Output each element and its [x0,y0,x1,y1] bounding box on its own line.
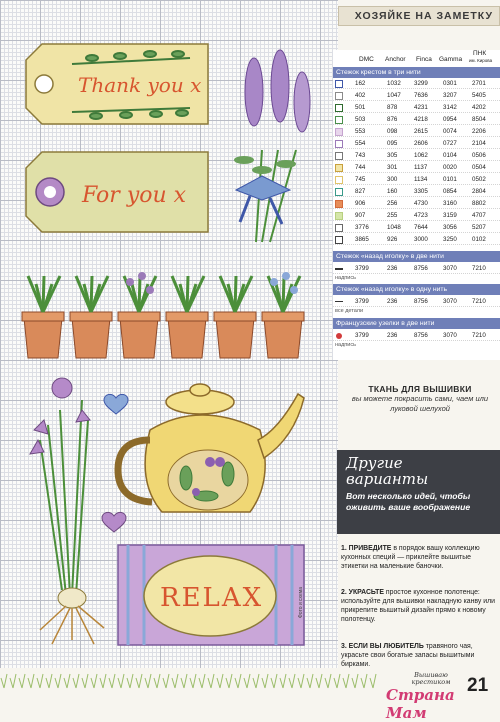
thread-row [333,151,500,161]
col-dmc: DMC [359,56,374,63]
grass-border [0,670,380,690]
cell: 1062 [414,152,428,159]
cell: 0020 [443,164,457,171]
cell: 2615 [414,128,428,135]
photo-credit-text: Фото и схема [298,586,304,618]
thread-row [333,235,500,245]
cell: 876 [387,116,398,123]
cell: 3056 [443,224,457,231]
cell: 256 [387,200,398,207]
cell: 0954 [443,116,457,123]
stitch-symbol [335,236,343,244]
cell: 7644 [414,224,428,231]
backstitch-2-row [333,264,500,274]
variants-box [337,450,500,534]
section-tag [338,6,500,26]
thread-row [333,127,500,137]
cell: 554 [355,140,366,147]
stitch-symbol [335,92,343,100]
cell: 0506 [472,152,486,159]
thread-row [333,91,500,101]
herb-pots-row [22,272,304,358]
cell: 3142 [443,104,457,111]
cell: 8756 [414,298,428,305]
cell: 8802 [472,200,486,207]
cell: 095 [387,140,398,147]
cell: 098 [387,128,398,135]
thread-row [333,115,500,125]
cell: 3070 [443,332,457,339]
cell: 5405 [472,92,486,99]
tip-3-lead: 3. ЕСЛИ ВЫ ЛЮБИТЕЛЬ [341,643,424,650]
cell: 301 [387,164,398,171]
col-pnk-note: им. Кирова [469,58,493,63]
relax-text: RELAX [160,583,264,613]
cell: 4231 [414,104,428,111]
col-finca: Finca [416,56,432,63]
cell: 1134 [414,176,428,183]
key-section-cross: Стежок крестом в три нити [333,67,500,78]
cell: 501 [355,104,366,111]
col-anchor: Anchor [385,56,406,63]
cell: 236 [387,298,398,305]
stitch-symbol [335,188,343,196]
cell: 4723 [414,212,428,219]
tip-3 [341,642,497,669]
thread-row [333,79,500,89]
cell: 0727 [443,140,457,147]
tip-2 [341,588,497,624]
backstitch-2-note: надпись [335,275,356,281]
cell: 7210 [472,298,486,305]
watermark: Страна Мам [386,686,455,722]
cell: 743 [355,152,366,159]
cell: 2606 [414,140,428,147]
fabric-text: вы можете покрасить сами, чаем или луковой шелухой [351,394,489,413]
tip-1 [341,544,497,571]
backstitch-2-symbol [335,268,343,270]
thread-row [333,187,500,197]
cell: 7210 [472,265,486,272]
cell: 0104 [443,152,457,159]
stitch-symbol [335,200,343,208]
key-section-backstitch-1: Стежок «назад иголку» в одну нить [333,284,500,295]
stitch-symbol [335,80,343,88]
stitch-symbol [335,104,343,112]
thread-key [333,50,500,360]
lavender-bunch [234,50,310,242]
cell: 0504 [472,164,486,171]
stitch-symbol [335,212,343,220]
thread-row [333,199,500,209]
cell: 5207 [472,224,486,231]
cell: 744 [355,164,366,171]
thread-row [333,211,500,221]
tip-2-lead: 2. УКРАСЬТЕ [341,589,384,596]
cell: 2104 [472,140,486,147]
cell: 160 [387,188,398,195]
stitch-symbol [335,116,343,124]
cell: 745 [355,176,366,183]
photo-credit [295,560,305,620]
cell: 0502 [472,176,486,183]
tip-1-lead: 1. ПРИВЕДИТЕ [341,545,392,552]
cell: 7210 [472,332,486,339]
cell: 255 [387,212,398,219]
fabric-note [340,384,500,414]
backstitch-1-symbol [335,301,343,302]
thread-row [333,163,500,173]
cell: 236 [387,332,398,339]
cell: 3799 [355,265,369,272]
cell: 3865 [355,236,369,243]
stitch-symbol [335,128,343,136]
relax-plaque [118,545,304,645]
cell: 4730 [414,200,428,207]
heart-small-1 [104,394,128,414]
cell: 3207 [443,92,457,99]
cell: 907 [355,212,366,219]
cell: 8756 [414,332,428,339]
cell: 3305 [414,188,428,195]
magazine-name: Вышиваю крестиком [411,671,451,686]
col-gamma: Gamma [439,56,463,63]
cell: 2206 [472,128,486,135]
gift-tag-for-you [26,152,208,232]
cell: 4218 [414,116,428,123]
cell: 0854 [443,188,457,195]
cell: 8756 [414,265,428,272]
cell: 926 [387,236,398,243]
key-section-french-knots: Французские узелки в две нити [333,318,500,329]
cell: 4202 [472,104,486,111]
cell: 827 [355,188,366,195]
french-knot-symbol [336,333,342,339]
stitch-symbol [335,224,343,232]
cell: 8504 [472,116,486,123]
heart-small-2 [102,512,126,532]
cell: 1137 [414,164,428,171]
cell: 4707 [472,212,486,219]
page-number: 21 [467,675,489,696]
cell: 1032 [387,80,401,87]
fabric-heading: ТКАНЬ ДЛЯ ВЫШИВКИ [368,384,472,394]
cell: 878 [387,104,398,111]
cell: 2804 [472,188,486,195]
backstitch-1-row [333,297,500,307]
col-pnk: ПНК [473,50,487,57]
stitch-symbol [335,152,343,160]
cell: 0101 [443,176,457,183]
stitch-symbol [335,176,343,184]
stitch-symbol [335,164,343,172]
variants-title-2: варианты [346,470,429,488]
cell: 3159 [443,212,457,219]
section-tag-label: ХОЗЯЙКЕ НА ЗАМЕТКУ [354,10,493,22]
variants-title-1: Другие [346,454,403,472]
french-knots-row [333,331,500,341]
cell: 3070 [443,298,457,305]
key-section-backstitch-2: Стежок «назад иголку» в две нити [333,251,500,262]
cell: 0301 [443,80,457,87]
cell: 3070 [443,265,457,272]
cell: 3299 [414,80,428,87]
cell: 3250 [443,236,457,243]
thread-row [333,223,500,233]
thread-row [333,139,500,149]
cell: 236 [387,265,398,272]
teapot [118,384,304,512]
cell: 402 [355,92,366,99]
cell: 0074 [443,128,457,135]
thread-row [333,175,500,185]
variants-subtitle: Вот несколько идей, чтобы оживить ваше воображение [346,491,471,512]
tag2-text: For you x [82,183,187,208]
thread-key-header [333,50,500,66]
cell: 7636 [414,92,428,99]
cell: 2701 [472,80,486,87]
cell: 553 [355,128,366,135]
cell: 3776 [355,224,369,231]
chives-plant [30,378,104,644]
tip-3-text: травяного чая, украсьте свои богатые запасы вышитыми бирками. [341,643,475,668]
cell: 503 [355,116,366,123]
cell: 3160 [443,200,457,207]
cell: 305 [387,152,398,159]
cell: 3799 [355,298,369,305]
tip-1-text: в порядок вашу коллекцию кухонных специй — приклейте вышитые этикетки на маленькие баночки. [341,545,480,570]
french-knots-note: надпись [335,342,356,348]
gift-tag-thank-you [26,44,208,124]
cell: 162 [355,80,366,87]
tag1-text: Thank you x [78,73,202,97]
cell: 3799 [355,332,369,339]
tip-2-text: простое кухонное полотенце: используйте для вышивки накладную канву или прикрепите вышитый дизайн прямо к новому полотенцу. [341,589,495,623]
cell: 906 [355,200,366,207]
backstitch-1-note: все детали [335,308,364,314]
cell: 0102 [472,236,486,243]
cell: 1048 [387,224,401,231]
cell: 300 [387,176,398,183]
stitch-symbol [335,140,343,148]
cell: 3000 [414,236,428,243]
cell: 1047 [387,92,401,99]
thread-row [333,103,500,113]
